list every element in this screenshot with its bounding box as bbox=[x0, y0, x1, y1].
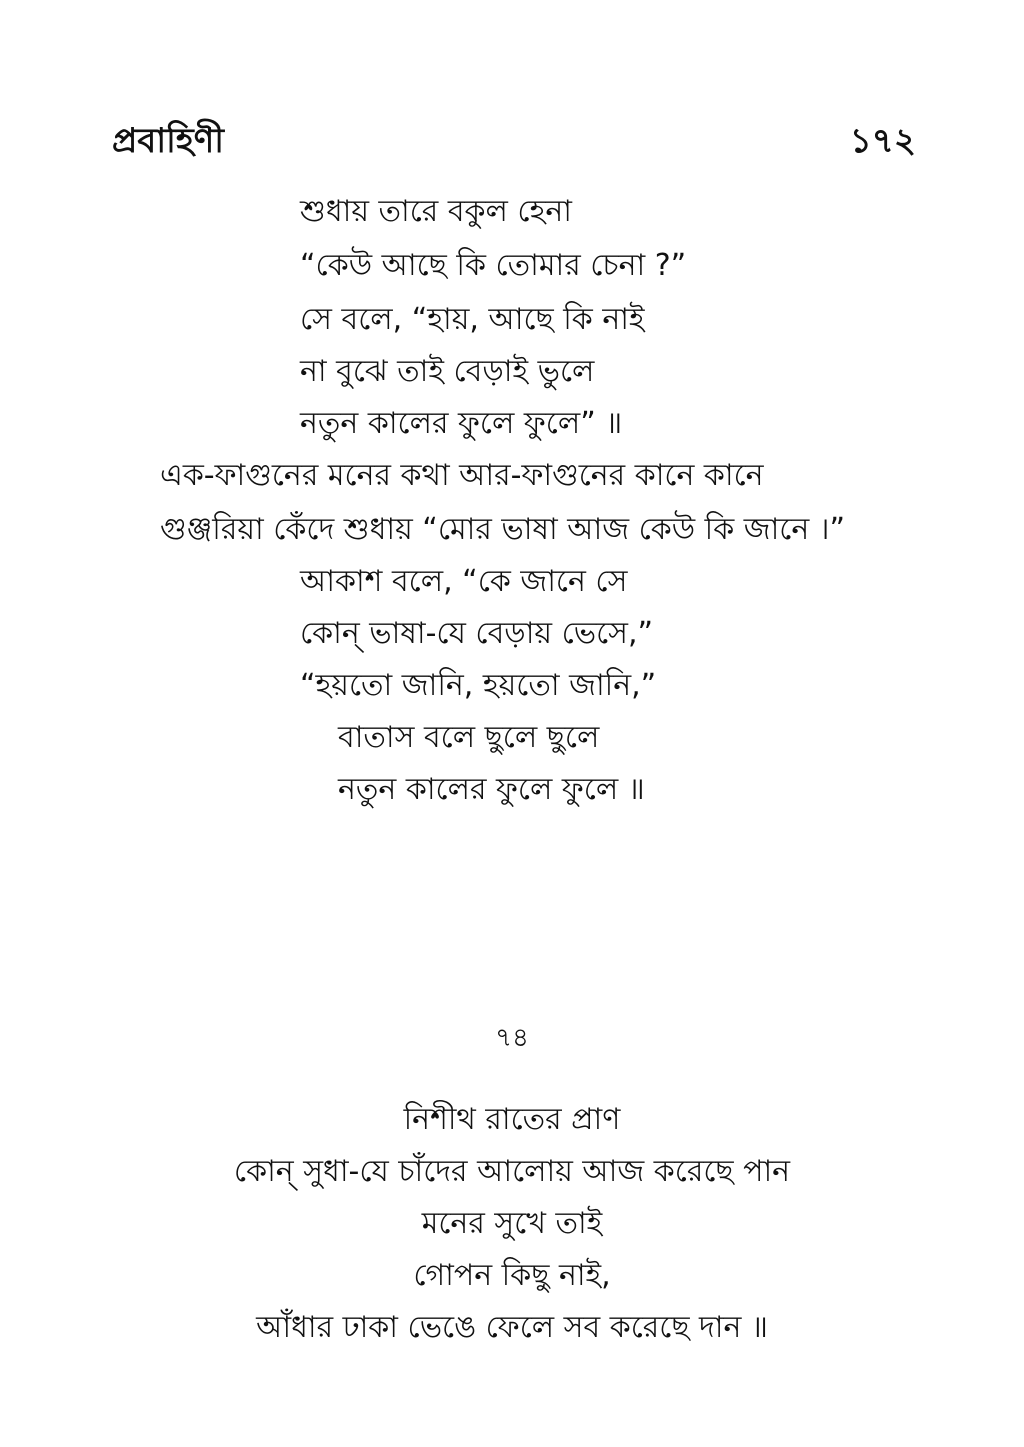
page-number: ১৭২ bbox=[849, 121, 916, 161]
poem-line: নতুন কালের ফুলে ফুলে ॥ bbox=[338, 772, 645, 807]
poem-line: “কেউ আছে কি তোমার চেনা ?” bbox=[300, 248, 687, 283]
poem-line: শুধায় তারে বকুল হেনা bbox=[300, 194, 572, 229]
poem-line: আঁধার ঢাকা ভেঙে ফেলে সব করেছে দান ॥ bbox=[256, 1310, 768, 1345]
poem-line: কোন্ ভাষা-যে বেড়ায় ভেসে,” bbox=[300, 616, 654, 651]
poem-number: ৭৪ bbox=[495, 1023, 529, 1053]
poem-line: “হয়তো জানি, হয়তো জানি,” bbox=[300, 668, 657, 703]
poem-line: কোন্ সুধা-যে চাঁদের আলোয় আজ করেছে পান bbox=[233, 1154, 791, 1189]
poem-line: এক-ফাগুনের মনের কথা আর-ফাগুনের কানে কানে bbox=[160, 458, 764, 493]
poem-line: আকাশ বলে, “কে জানে সে bbox=[300, 564, 628, 599]
poem-line: না বুঝে তাই বেড়াই ভুলে bbox=[300, 354, 595, 389]
running-title: প্রবাহিণী bbox=[112, 121, 225, 161]
poem-line: মনের সুখে তাই bbox=[421, 1206, 603, 1241]
poem-line: গুঞ্জরিয়া কেঁদে শুধায় “মোর ভাষা আজ কেউ কি জানে ।” bbox=[160, 512, 846, 547]
poem-line: গোপন কিছু নাই, bbox=[413, 1258, 611, 1293]
poem-line: নতুন কালের ফুলে ফুলে” ॥ bbox=[300, 406, 623, 441]
poem-line: সে বলে, “হায়, আছে কি নাই bbox=[300, 302, 645, 337]
poem-line: নিশীথ রাতের প্রাণ bbox=[403, 1102, 621, 1137]
poem-line: বাতাস বলে ছুলে ছুলে bbox=[338, 720, 600, 755]
